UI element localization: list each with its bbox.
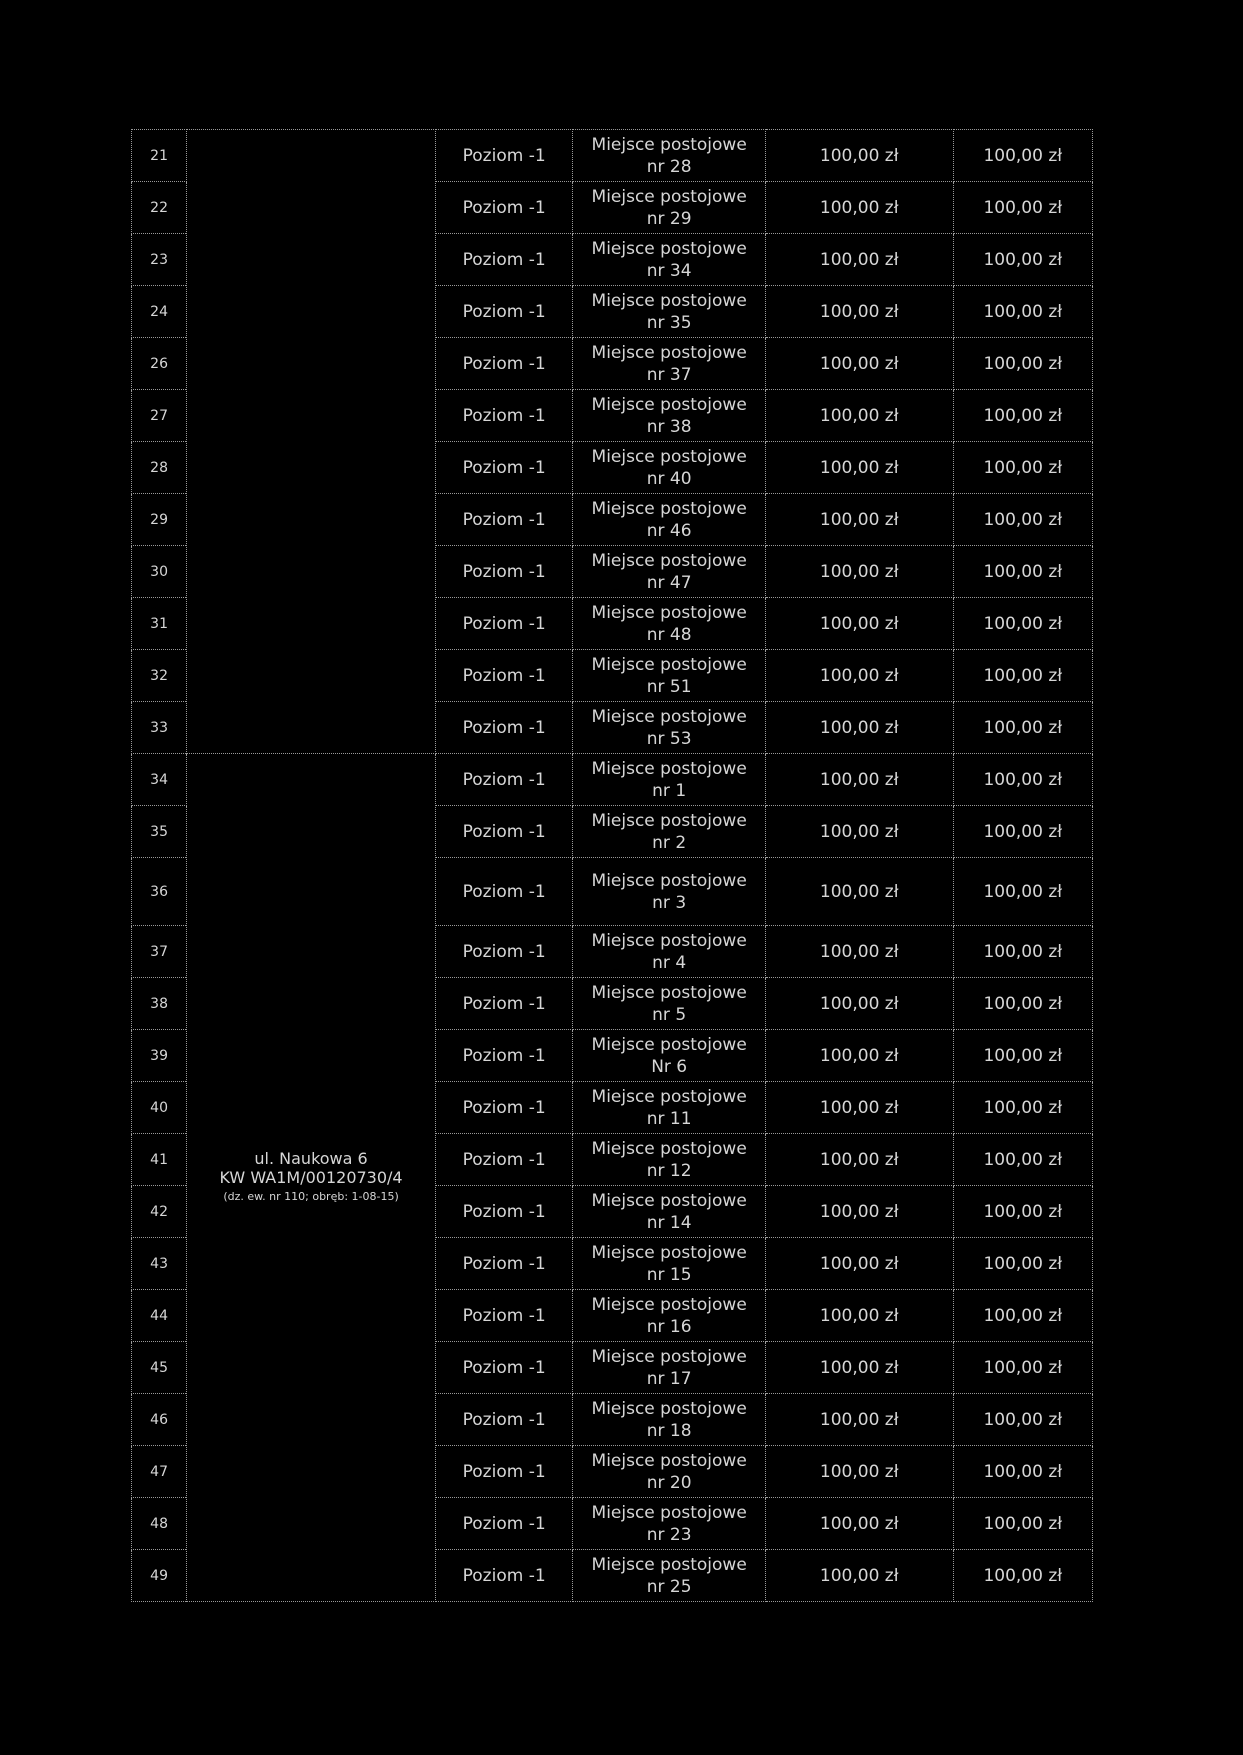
total-cell: 100,00 zł — [953, 598, 1092, 650]
total-cell: 100,00 zł — [953, 926, 1092, 978]
price-cell: 100,00 zł — [765, 858, 953, 926]
address-cell — [187, 130, 436, 754]
parking-spot-label: Miejsce postojowe — [591, 446, 747, 467]
total-cell: 100,00 zł — [953, 1134, 1092, 1186]
level-cell: Poziom -1 — [435, 702, 572, 754]
parking-spot-cell — [573, 390, 766, 442]
level-cell: Poziom -1 — [435, 286, 572, 338]
parking-spot-label: Miejsce postojowe — [591, 342, 747, 363]
level-cell: Poziom -1 — [435, 1238, 572, 1290]
price-cell: 100,00 zł — [765, 702, 953, 754]
table-body — [132, 130, 1093, 1602]
price-cell: 100,00 zł — [765, 1394, 953, 1446]
parking-spot-cell — [573, 858, 766, 926]
parking-spot-number: nr 11 — [646, 1108, 692, 1129]
price-cell: 100,00 zł — [765, 1238, 953, 1290]
parking-spot-cell — [573, 754, 766, 806]
parking-spot-label: Miejsce postojowe — [591, 1086, 747, 1107]
row-number: 23 — [132, 234, 187, 286]
parking-spot-cell — [573, 1550, 766, 1602]
parking-spot-label: Miejsce postojowe — [591, 982, 747, 1003]
level-cell: Poziom -1 — [435, 1134, 572, 1186]
parking-spot-cell — [573, 1238, 766, 1290]
parking-spot-cell — [573, 926, 766, 978]
price-cell: 100,00 zł — [765, 338, 953, 390]
total-cell: 100,00 zł — [953, 234, 1092, 286]
row-number: 21 — [132, 130, 187, 182]
parking-spot-number: nr 16 — [646, 1316, 692, 1337]
parking-spot-number: nr 17 — [646, 1368, 692, 1389]
total-cell: 100,00 zł — [953, 978, 1092, 1030]
price-cell: 100,00 zł — [765, 1550, 953, 1602]
row-number: 40 — [132, 1082, 187, 1134]
total-cell: 100,00 zł — [953, 1186, 1092, 1238]
total-cell: 100,00 zł — [953, 1238, 1092, 1290]
table-row — [132, 130, 1093, 182]
total-cell: 100,00 zł — [953, 338, 1092, 390]
price-cell: 100,00 zł — [765, 1082, 953, 1134]
level-cell: Poziom -1 — [435, 1394, 572, 1446]
level-cell: Poziom -1 — [435, 806, 572, 858]
price-cell: 100,00 zł — [765, 598, 953, 650]
parking-spot-label: Miejsce postojowe — [591, 1242, 747, 1263]
parking-spot-label: Miejsce postojowe — [591, 810, 747, 831]
price-cell: 100,00 zł — [765, 494, 953, 546]
row-number: 48 — [132, 1498, 187, 1550]
plot-note: (dz. ew. nr 110; obręb: 1-08-15) — [223, 1190, 399, 1203]
row-number: 46 — [132, 1394, 187, 1446]
parking-spot-number: nr 29 — [646, 208, 692, 229]
parking-spot-number: nr 3 — [652, 892, 687, 913]
level-cell: Poziom -1 — [435, 338, 572, 390]
parking-spot-cell — [573, 1030, 766, 1082]
row-number: 27 — [132, 390, 187, 442]
total-cell: 100,00 zł — [953, 702, 1092, 754]
price-cell: 100,00 zł — [765, 1134, 953, 1186]
total-cell: 100,00 zł — [953, 1446, 1092, 1498]
level-cell: Poziom -1 — [435, 1290, 572, 1342]
level-cell: Poziom -1 — [435, 1342, 572, 1394]
level-cell: Poziom -1 — [435, 978, 572, 1030]
level-cell: Poziom -1 — [435, 1186, 572, 1238]
total-cell: 100,00 zł — [953, 650, 1092, 702]
level-cell: Poziom -1 — [435, 1082, 572, 1134]
price-cell: 100,00 zł — [765, 650, 953, 702]
address-street: ul. Naukowa 6 — [254, 1149, 368, 1168]
price-cell: 100,00 zł — [765, 926, 953, 978]
row-number: 37 — [132, 926, 187, 978]
address-cell — [187, 754, 436, 1602]
parking-spot-number: nr 38 — [646, 416, 692, 437]
total-cell: 100,00 zł — [953, 546, 1092, 598]
parking-spot-cell — [573, 234, 766, 286]
price-cell: 100,00 zł — [765, 1290, 953, 1342]
parking-spot-cell — [573, 286, 766, 338]
level-cell: Poziom -1 — [435, 1030, 572, 1082]
parking-spot-number: nr 23 — [646, 1524, 692, 1545]
parking-spot-cell — [573, 1082, 766, 1134]
parking-spot-label: Miejsce postojowe — [591, 498, 747, 519]
total-cell: 100,00 zł — [953, 806, 1092, 858]
parking-spot-number: nr 35 — [646, 312, 692, 333]
parking-spot-label: Miejsce postojowe — [591, 134, 747, 155]
parking-spot-cell — [573, 650, 766, 702]
price-cell: 100,00 zł — [765, 978, 953, 1030]
total-cell: 100,00 zł — [953, 390, 1092, 442]
row-number: 34 — [132, 754, 187, 806]
parking-spot-number: nr 1 — [652, 780, 687, 801]
parking-spot-label: Miejsce postojowe — [591, 602, 747, 623]
parking-spot-cell — [573, 702, 766, 754]
total-cell: 100,00 zł — [953, 858, 1092, 926]
parking-spot-label: Miejsce postojowe — [591, 1138, 747, 1159]
row-number: 29 — [132, 494, 187, 546]
level-cell: Poziom -1 — [435, 494, 572, 546]
level-cell: Poziom -1 — [435, 754, 572, 806]
level-cell: Poziom -1 — [435, 390, 572, 442]
row-number: 24 — [132, 286, 187, 338]
parking-spots-table — [131, 129, 1093, 1602]
level-cell: Poziom -1 — [435, 182, 572, 234]
parking-spot-label: Miejsce postojowe — [591, 290, 747, 311]
level-cell: Poziom -1 — [435, 650, 572, 702]
row-number: 44 — [132, 1290, 187, 1342]
row-number: 28 — [132, 442, 187, 494]
parking-spot-number: nr 53 — [646, 728, 692, 749]
parking-spot-number: nr 4 — [652, 952, 687, 973]
total-cell: 100,00 zł — [953, 1394, 1092, 1446]
row-number: 49 — [132, 1550, 187, 1602]
parking-spot-cell — [573, 598, 766, 650]
row-number: 42 — [132, 1186, 187, 1238]
level-cell: Poziom -1 — [435, 598, 572, 650]
total-cell: 100,00 zł — [953, 1342, 1092, 1394]
parking-spot-label: Miejsce postojowe — [591, 1398, 747, 1419]
price-cell: 100,00 zł — [765, 1030, 953, 1082]
parking-spot-cell — [573, 182, 766, 234]
parking-spot-number: nr 28 — [646, 156, 692, 177]
price-cell: 100,00 zł — [765, 1342, 953, 1394]
parking-spot-number: nr 48 — [646, 624, 692, 645]
parking-spot-cell — [573, 494, 766, 546]
parking-spot-number: nr 37 — [646, 364, 692, 385]
parking-spot-number: nr 34 — [646, 260, 692, 281]
parking-spot-cell — [573, 1498, 766, 1550]
price-cell: 100,00 zł — [765, 546, 953, 598]
parking-spot-label: Miejsce postojowe — [591, 1294, 747, 1315]
parking-spot-number: nr 15 — [646, 1264, 692, 1285]
parking-spot-number: nr 14 — [646, 1212, 692, 1233]
parking-spot-number: nr 47 — [646, 572, 692, 593]
table-row — [132, 754, 1093, 806]
land-register-number: KW WA1M/00120730/4 — [219, 1168, 403, 1187]
parking-spot-cell — [573, 130, 766, 182]
row-number: 32 — [132, 650, 187, 702]
parking-spot-number: nr 18 — [646, 1420, 692, 1441]
parking-spot-cell — [573, 1134, 766, 1186]
level-cell: Poziom -1 — [435, 1550, 572, 1602]
parking-spot-label: Miejsce postojowe — [591, 1554, 747, 1575]
row-number: 35 — [132, 806, 187, 858]
row-number: 26 — [132, 338, 187, 390]
parking-spot-label: Miejsce postojowe — [591, 186, 747, 207]
parking-spot-number: nr 12 — [646, 1160, 692, 1181]
parking-spot-label: Miejsce postojowe — [591, 706, 747, 727]
parking-spot-label: Miejsce postojowe — [591, 394, 747, 415]
parking-spot-label: Miejsce postojowe — [591, 1502, 747, 1523]
parking-spot-label: Miejsce postojowe — [591, 1190, 747, 1211]
total-cell: 100,00 zł — [953, 130, 1092, 182]
parking-spot-label: Miejsce postojowe — [591, 238, 747, 259]
total-cell: 100,00 zł — [953, 494, 1092, 546]
price-cell: 100,00 zł — [765, 286, 953, 338]
parking-spot-label: Miejsce postojowe — [591, 1034, 747, 1055]
parking-spot-cell — [573, 978, 766, 1030]
level-cell: Poziom -1 — [435, 442, 572, 494]
parking-spot-label: Miejsce postojowe — [591, 654, 747, 675]
total-cell: 100,00 zł — [953, 1030, 1092, 1082]
parking-spot-cell — [573, 338, 766, 390]
total-cell: 100,00 zł — [953, 182, 1092, 234]
parking-spot-number: Nr 6 — [651, 1056, 688, 1077]
total-cell: 100,00 zł — [953, 286, 1092, 338]
parking-spot-cell — [573, 546, 766, 598]
parking-spot-label: Miejsce postojowe — [591, 1346, 747, 1367]
parking-spot-cell — [573, 1342, 766, 1394]
total-cell: 100,00 zł — [953, 1290, 1092, 1342]
level-cell: Poziom -1 — [435, 926, 572, 978]
parking-spot-label: Miejsce postojowe — [591, 870, 747, 891]
price-cell: 100,00 zł — [765, 182, 953, 234]
row-number: 22 — [132, 182, 187, 234]
total-cell: 100,00 zł — [953, 442, 1092, 494]
parking-spot-cell — [573, 806, 766, 858]
parking-spot-number: nr 2 — [652, 832, 687, 853]
price-cell: 100,00 zł — [765, 1446, 953, 1498]
total-cell: 100,00 zł — [953, 1082, 1092, 1134]
total-cell: 100,00 zł — [953, 754, 1092, 806]
price-cell: 100,00 zł — [765, 234, 953, 286]
price-cell: 100,00 zł — [765, 442, 953, 494]
parking-spot-cell — [573, 1186, 766, 1238]
row-number: 41 — [132, 1134, 187, 1186]
level-cell: Poziom -1 — [435, 130, 572, 182]
total-cell: 100,00 zł — [953, 1550, 1092, 1602]
parking-spot-label: Miejsce postojowe — [591, 930, 747, 951]
level-cell: Poziom -1 — [435, 234, 572, 286]
parking-spot-cell — [573, 1394, 766, 1446]
parking-spot-number: nr 40 — [646, 468, 692, 489]
parking-spot-number: nr 46 — [646, 520, 692, 541]
price-cell: 100,00 zł — [765, 390, 953, 442]
level-cell: Poziom -1 — [435, 858, 572, 926]
row-number: 45 — [132, 1342, 187, 1394]
parking-spot-number: nr 25 — [646, 1576, 692, 1597]
price-cell: 100,00 zł — [765, 130, 953, 182]
parking-spot-label: Miejsce postojowe — [591, 550, 747, 571]
row-number: 36 — [132, 858, 187, 926]
row-number: 31 — [132, 598, 187, 650]
parking-spot-cell — [573, 1290, 766, 1342]
parking-spot-number: nr 5 — [652, 1004, 687, 1025]
parking-spot-label: Miejsce postojowe — [591, 1450, 747, 1471]
parking-spot-cell — [573, 442, 766, 494]
price-cell: 100,00 zł — [765, 1186, 953, 1238]
parking-spot-number: nr 20 — [646, 1472, 692, 1493]
level-cell: Poziom -1 — [435, 1446, 572, 1498]
parking-spot-label: Miejsce postojowe — [591, 758, 747, 779]
row-number: 33 — [132, 702, 187, 754]
parking-spot-number: nr 51 — [646, 676, 692, 697]
row-number: 47 — [132, 1446, 187, 1498]
level-cell: Poziom -1 — [435, 1498, 572, 1550]
price-cell: 100,00 zł — [765, 754, 953, 806]
row-number: 43 — [132, 1238, 187, 1290]
price-cell: 100,00 zł — [765, 806, 953, 858]
level-cell: Poziom -1 — [435, 546, 572, 598]
parking-spot-cell — [573, 1446, 766, 1498]
total-cell: 100,00 zł — [953, 1498, 1092, 1550]
row-number: 39 — [132, 1030, 187, 1082]
row-number: 38 — [132, 978, 187, 1030]
price-cell: 100,00 zł — [765, 1498, 953, 1550]
row-number: 30 — [132, 546, 187, 598]
